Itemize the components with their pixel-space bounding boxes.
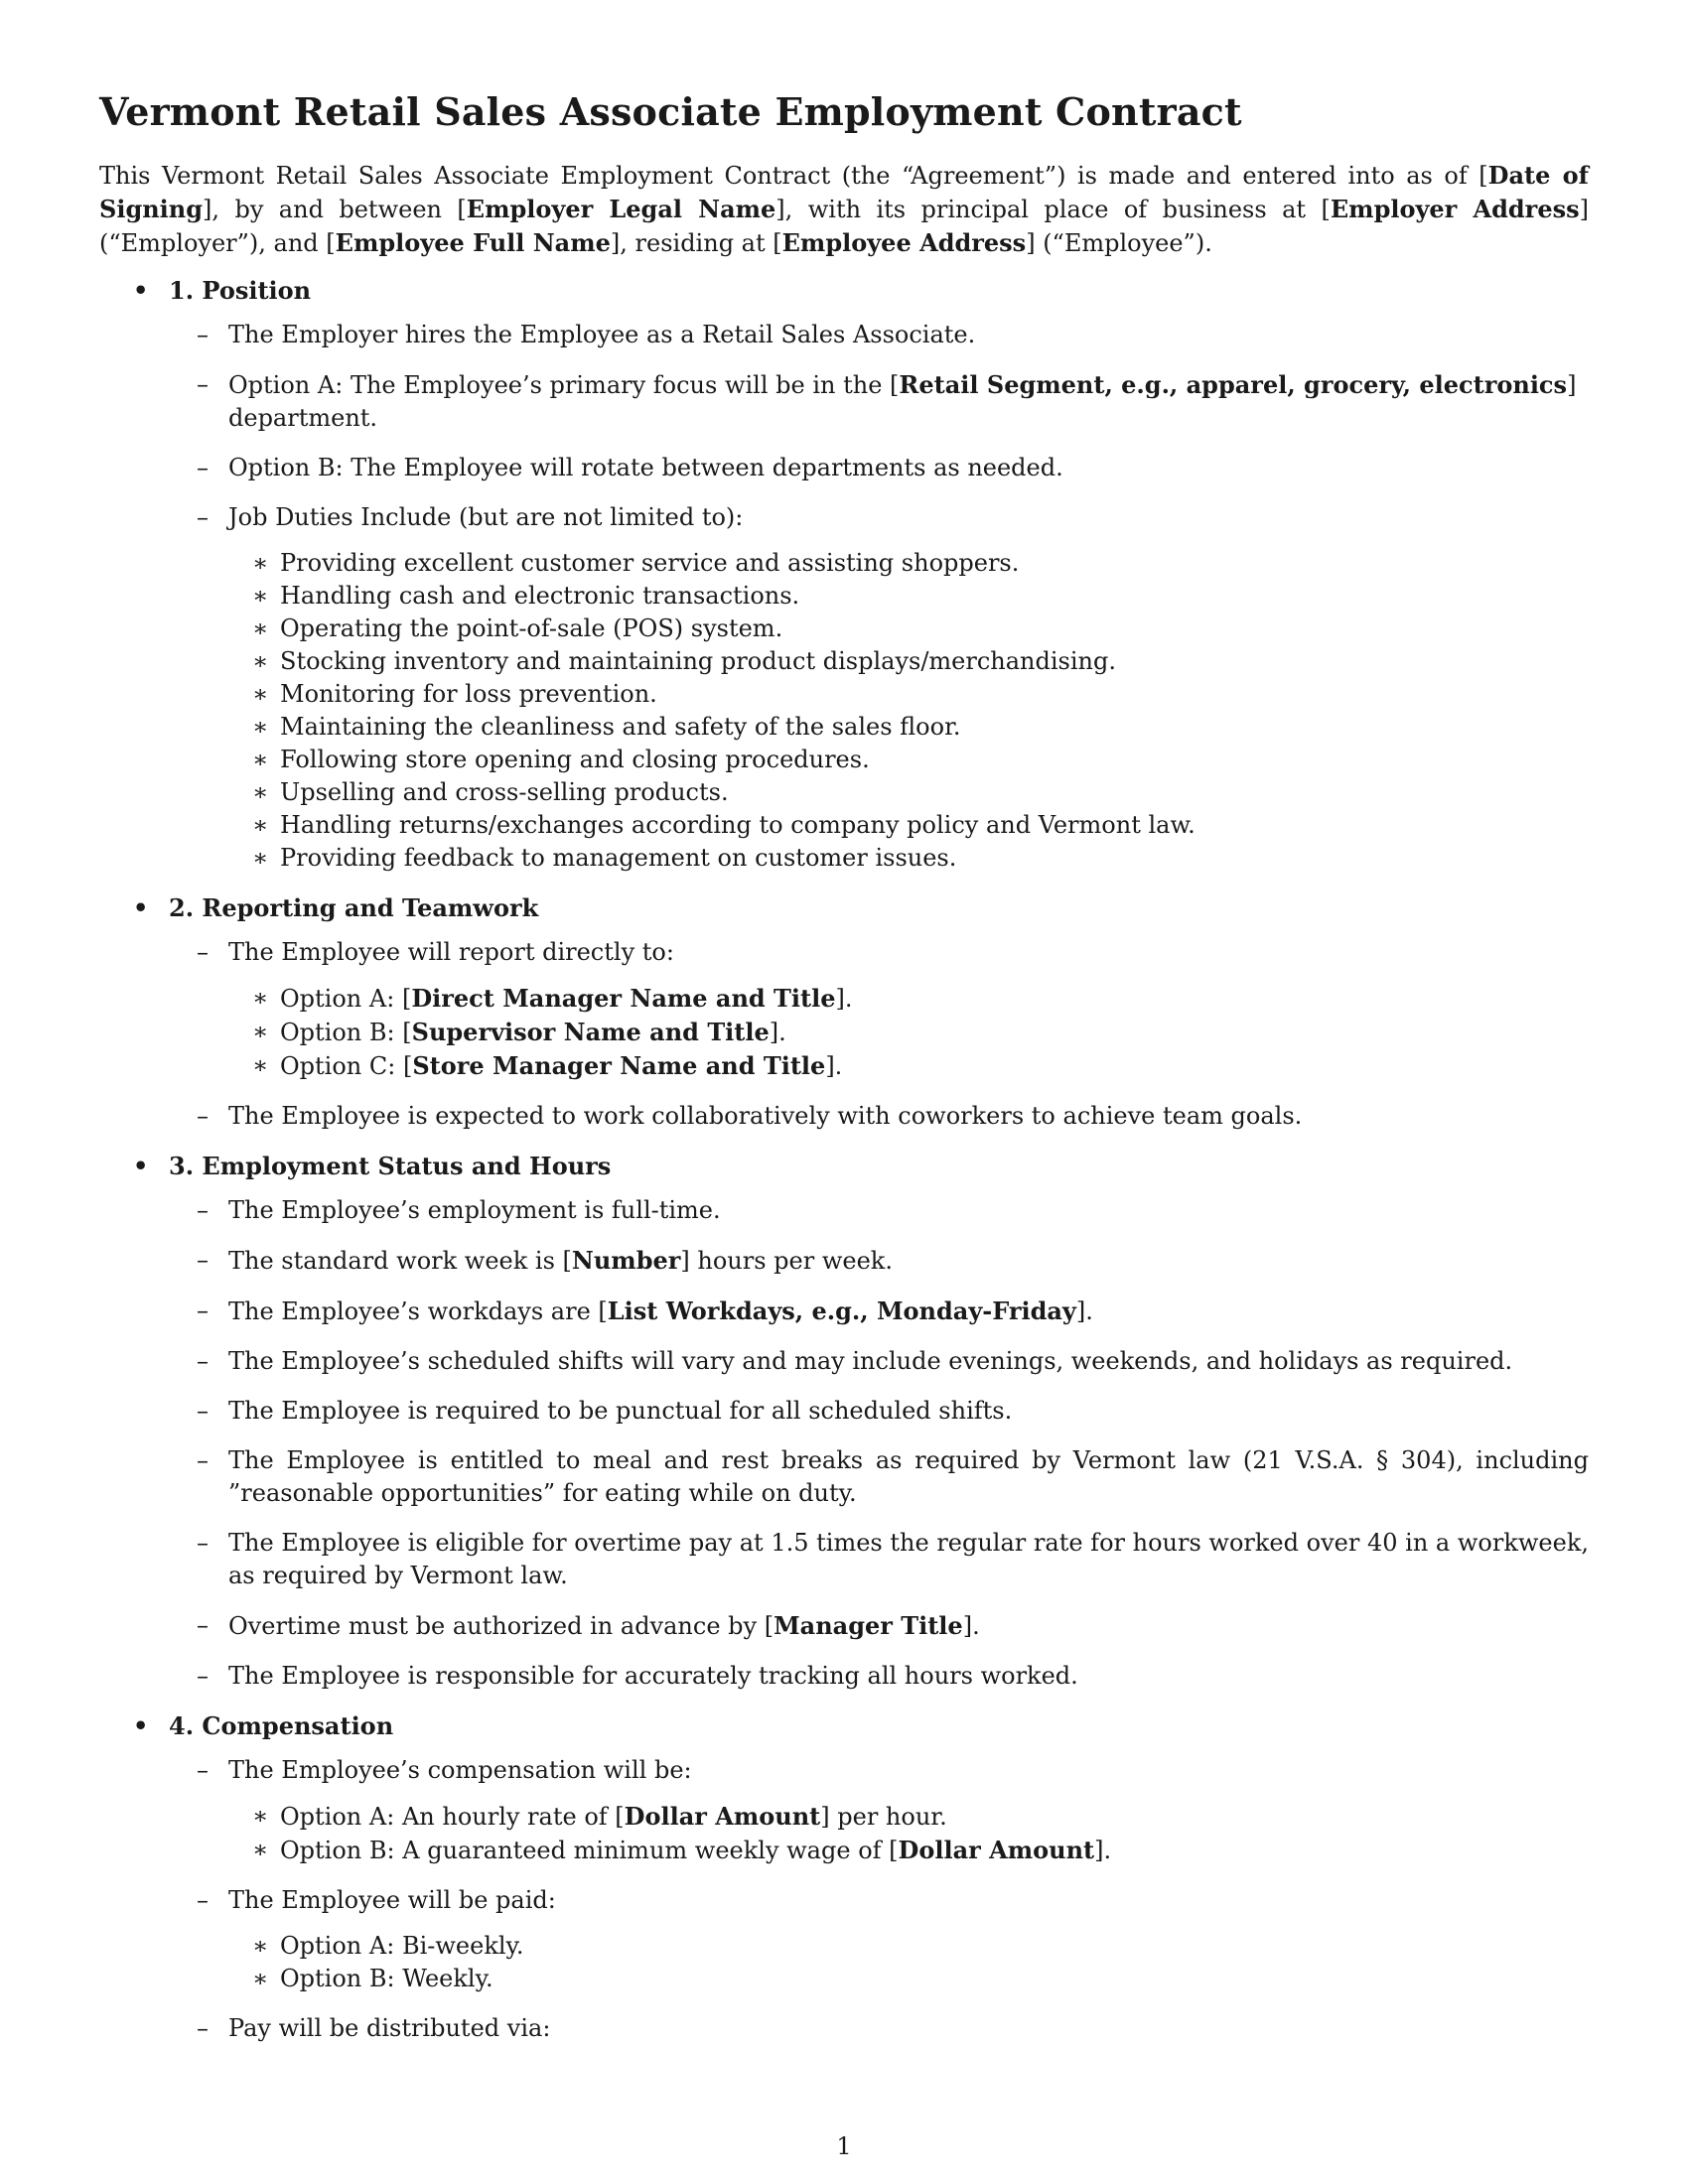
document-page: [99, 87, 1589, 2062]
option-item: ∗ Option A: An hourly rate of [Dollar Amount] per hour.: [252, 1802, 947, 1831]
section-heading: 4. Compensation: [169, 1711, 394, 1740]
list-item: – Option B: The Employee will rotate between departments as needed.: [197, 454, 1063, 481]
employer-address-placeholder: Employer Address: [1330, 195, 1580, 223]
duty-item: ∗ Providing excellent customer service and assisting shoppers.: [252, 549, 1020, 577]
pay-frequency-options: [169, 1930, 1589, 1995]
section-reporting: [99, 891, 1589, 1133]
duties-list: [169, 547, 1589, 875]
duty-item: ∗ Monitoring for loss prevention.: [252, 680, 657, 708]
list-item: – The Employee is required to be punctual for all scheduled shifts.: [197, 1397, 1013, 1425]
section-heading: 2. Reporting and Teamwork: [169, 893, 539, 922]
list-item: – The standard work week is [Number] hours per week.: [197, 1246, 893, 1275]
employee-name-placeholder: Employee Full Name: [335, 228, 611, 257]
duty-item: ∗ Upselling and cross-selling products.: [252, 778, 729, 806]
date-placeholder: Date of Signing: [99, 161, 1589, 223]
duty-item: ∗ Maintaining the cleanliness and safety of the sales floor.: [252, 713, 961, 741]
document-title: Vermont Retail Sales Associate Employment Contract: [99, 89, 1242, 134]
list-item: – The Employee’s compensation will be:: [197, 1756, 692, 1784]
bullet-icon: •: [133, 893, 149, 922]
section-compensation: [99, 1709, 1589, 2045]
option-item: ∗ Option B: Weekly.: [252, 1965, 493, 1992]
list-item: – The Employee will report directly to:: [197, 938, 674, 966]
duty-item: ∗ Operating the point-of-sale (POS) system.: [252, 614, 783, 642]
list-item: – The Employee is responsible for accurately tracking all hours worked.: [197, 1662, 1078, 1690]
duty-item: ∗ Handling cash and electronic transactions.: [252, 582, 800, 610]
list-item: – The Employee is entitled to meal and rest breaks as required by Vermont law (21 V.S.A. § 304), including ”reasonable opportunities” for eating while on duty.: [197, 1446, 1589, 1507]
list-item: – The Employee will be paid:: [197, 1886, 556, 1914]
list-item: – Pay will be distributed via:: [197, 2014, 551, 2042]
list-item: – Overtime must be authorized in advance by [Manager Title].: [197, 1611, 980, 1640]
bullet-icon: •: [133, 1711, 149, 1740]
list-item: – The Employee’s workdays are [List Workdays, e.g., Monday-Friday].: [197, 1297, 1093, 1325]
bullet-icon: •: [133, 276, 149, 305]
list-item: – The Employee’s employment is full-time.: [197, 1196, 721, 1224]
section-position: [99, 274, 1589, 875]
section-status-hours: [99, 1150, 1589, 1693]
option-item: ∗ Option A: Bi-weekly.: [252, 1932, 524, 1960]
list-item: – The Employee is eligible for overtime pay at 1.5 times the regular rate for hours worked over 40 in a workweek, as required by Vermont law.: [197, 1529, 1589, 1589]
compensation-options: [169, 1800, 1589, 1867]
section-heading: 1. Position: [169, 276, 312, 305]
bullet-icon: •: [133, 1152, 149, 1180]
duty-item: ∗ Providing feedback to management on customer issues.: [252, 844, 957, 872]
intro-paragraph: This Vermont Retail Sales Associate Employment Contract (the “Agreement”) is made and entered into as of [Date of Signing], by and between [Employer Legal Name], with its principal place of business at [Employer Address] (“Employer”), and [Employee Full Name], residing at [Employee Address] (“Employee”).: [99, 161, 1589, 257]
page-number: 1: [836, 2132, 852, 2160]
employer-name-placeholder: Employer Legal Name: [466, 195, 776, 223]
list-item: – Option A: The Employee’s primary focus will be in the [Retail Segment, e.g., apparel, grocery, electronics] department.: [197, 370, 1577, 432]
section-heading: 3. Employment Status and Hours: [169, 1152, 612, 1180]
list-item: – The Employee is expected to work collaboratively with coworkers to achieve team goals.: [197, 1102, 1303, 1130]
reporting-options: [169, 982, 1589, 1083]
duty-item: ∗ Following store opening and closing procedures.: [252, 746, 870, 773]
duty-item: ∗ Stocking inventory and maintaining product displays/merchandising.: [252, 647, 1116, 675]
list-item: – The Employee’s scheduled shifts will vary and may include evenings, weekends, and holidays as required.: [197, 1347, 1513, 1375]
option-item: ∗ Option A: [Direct Manager Name and Title].: [252, 984, 853, 1013]
duty-item: ∗ Handling returns/exchanges according to company policy and Vermont law.: [252, 811, 1196, 839]
option-item: ∗ Option B: [Supervisor Name and Title].: [252, 1018, 786, 1046]
list-item: – Job Duties Include (but are not limited to):: [197, 503, 744, 531]
option-item: ∗ Option B: A guaranteed minimum weekly wage of [Dollar Amount].: [252, 1836, 1112, 1864]
list-item: – The Employer hires the Employee as a Retail Sales Associate.: [197, 321, 976, 348]
employee-address-placeholder: Employee Address: [781, 228, 1027, 257]
option-item: ∗ Option C: [Store Manager Name and Title].: [252, 1051, 843, 1080]
